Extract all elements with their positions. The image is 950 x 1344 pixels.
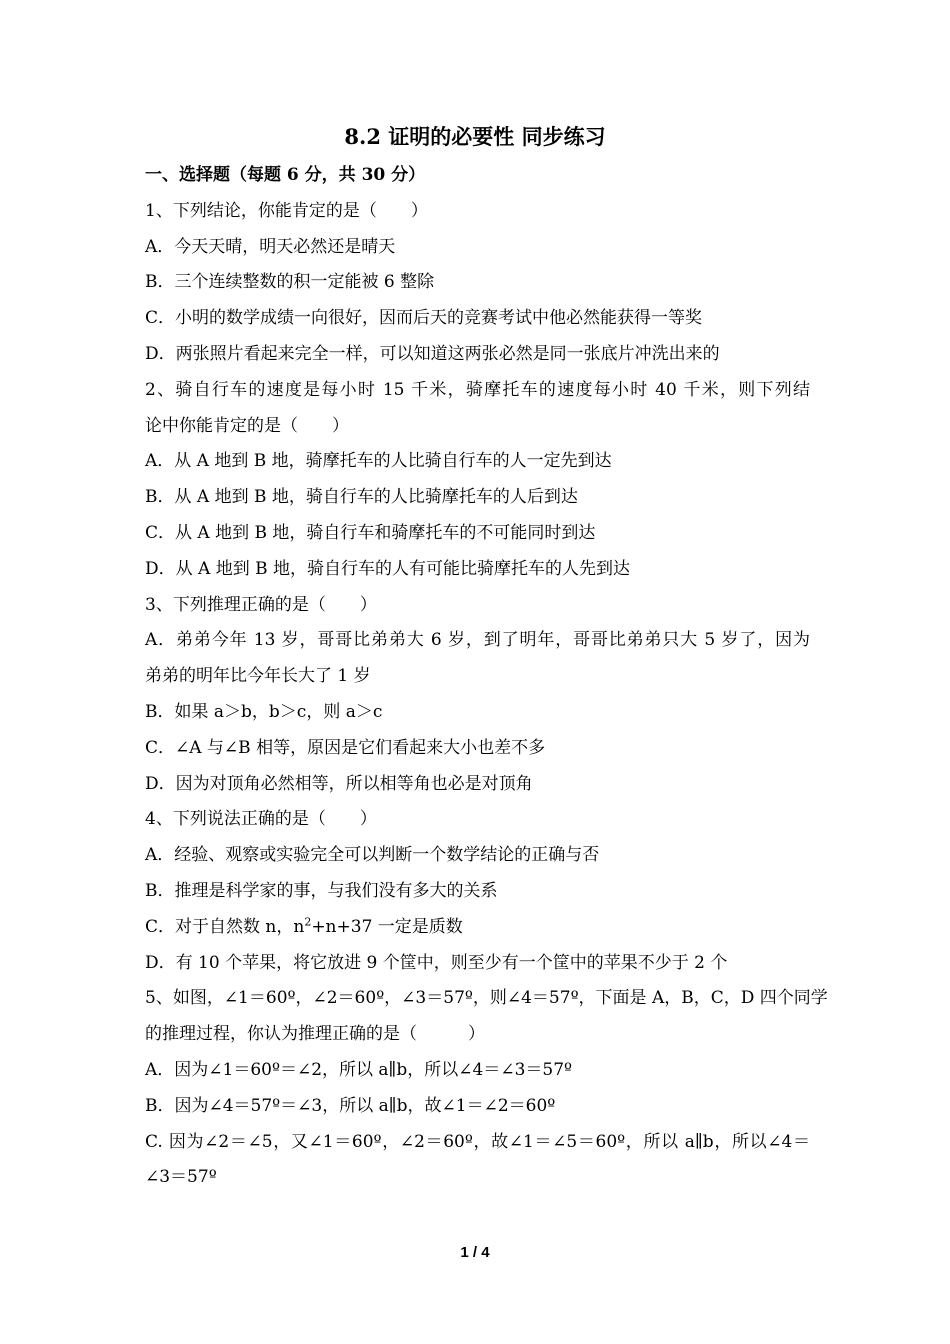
question-1-option-b: B．三个连续整数的积一定能被 6 整除 [145, 272, 435, 293]
question-2-stem-line-1: 2、骑自行车的速度是每小时 15 千米，骑摩托车的速度每小时 40 千米，则下列结 [145, 379, 810, 400]
question-1-option-c: C．小明的数学成绩一向很好，因而后天的竞赛考试中他必然能获得一等奖 [145, 308, 703, 329]
question-2-stem-line-2: 论中你能肯定的是（ ） [145, 415, 349, 436]
page-title: 8.2 证明的必要性 同步练习 [344, 124, 606, 149]
question-3-option-c: C．∠A 与∠B 相等，原因是它们看起来大小也差不多 [145, 737, 546, 758]
question-4-option-c-suffix: +n+37 一定是质数 [311, 916, 463, 937]
question-1-option-d: D．两张照片看起来完全一样，可以知道这两张必然是同一张底片冲洗出来的 [145, 343, 720, 364]
question-3-option-d: D．因为对顶角必然相等，所以相等角也必是对顶角 [145, 773, 533, 794]
question-5-option-c-line-2: ∠3＝57º [145, 1167, 217, 1188]
question-4-option-b: B．推理是科学家的事，与我们没有多大的关系 [145, 880, 498, 901]
question-3-option-a-line-2: 弟弟的明年比今年长大了 1 岁 [145, 666, 371, 687]
question-5-stem-line-1: 5、如图，∠1＝60º，∠2＝60º，∠3＝57º，则∠4＝57º，下面是 A，B，C，D 四个同学 [145, 988, 828, 1009]
question-1-option-a: A．今天天晴，明天必然还是晴天 [145, 236, 396, 257]
question-2-option-d: D．从 A 地到 B 地，骑自行车的人有可能比骑摩托车的人先到达 [145, 558, 631, 579]
question-1-stem: 1、下列结论，你能肯定的是（ ） [145, 200, 428, 221]
question-3-option-b: B．如果 a＞b，b＞c，则 a＞c [145, 701, 383, 722]
question-2-option-a: A．从 A 地到 B 地，骑摩托车的人比骑自行车的人一定先到达 [145, 451, 612, 472]
question-3-option-a-line-1: A．弟弟今年 13 岁，哥哥比弟弟大 6 岁，到了明年，哥哥比弟弟只大 5 岁了，因为 [145, 630, 810, 651]
question-4-option-d: D．有 10 个苹果，将它放进 9 个筐中，则至少有一个筐中的苹果不少于 2 个 [145, 952, 728, 973]
question-5-option-a: A．因为∠1＝60º＝∠2，所以 a∥b，所以∠4＝∠3＝57º [145, 1059, 573, 1080]
question-4-option-a: A．经验、观察或实验完全可以判断一个数学结论的正确与否 [145, 845, 600, 866]
question-2-option-c: C．从 A 地到 B 地，骑自行车和骑摩托车的不可能同时到达 [145, 522, 596, 543]
question-2-option-b: B．从 A 地到 B 地，骑自行车的人比骑摩托车的人后到达 [145, 487, 578, 508]
question-4-option-c [145, 910, 810, 946]
question-5-stem-line-2: 的推理过程，你认为推理正确的是（ ） [145, 1024, 485, 1045]
question-5-option-b: B．因为∠4＝57º＝∠3，所以 a∥b，故∠1＝∠2＝60º [145, 1095, 556, 1116]
question-4-option-c-prefix: C．对于自然数 n，n [145, 916, 305, 937]
document-body [145, 158, 828, 1196]
question-4-stem: 4、下列说法正确的是（ ） [145, 809, 377, 830]
page-indicator: 1 / 4 [460, 1244, 490, 1261]
question-5-option-c-line-1: C. 因为∠2＝∠5，又∠1＝60º，∠2＝60º，故∠1＝∠5＝60º，所以 a∥b，所以∠4＝ [145, 1131, 810, 1152]
question-3-stem: 3、下列推理正确的是（ ） [145, 594, 377, 615]
section-heading: 一、选择题（每题 6 分，共 30 分） [145, 165, 426, 185]
question-4-option-c-exponent: 2 [304, 915, 312, 929]
